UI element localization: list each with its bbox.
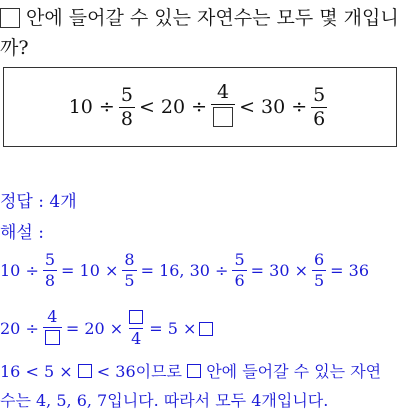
solution-line-2: 20 ÷ 4 = 20 × 4 = 5 ×	[0, 309, 213, 348]
fraction-5-8: $\frac{5}{8}$	[120, 83, 133, 130]
explanation-label: 해설 :	[0, 223, 44, 243]
solution-line-3: 16 < 5 × < 36이므로 안에 들어갈 수 있는 자연	[0, 362, 382, 381]
solution-line-4: 수는 4, 5, 6, 7입니다. 따라서 모두 4개입니다.	[0, 391, 329, 410]
blank-box	[213, 107, 233, 127]
blank-box	[199, 322, 213, 336]
fraction: 4	[43, 309, 62, 348]
fraction: 4	[127, 310, 145, 347]
question-line-1	[0, 6, 399, 30]
fraction: $\frac{6}{5}$	[313, 250, 325, 290]
blank-box	[0, 8, 20, 28]
answer: 정답 : 4개	[0, 192, 77, 212]
fraction-4-blank: 4	[211, 83, 235, 131]
blank-box	[129, 310, 143, 324]
blank-box	[45, 330, 60, 345]
solution-line-1: 10 ÷ $\frac{5}{8}$ = 10 × $\frac{8}{5}$ = 16, 30 ÷ $\frac{5}{6}$ = 30 × $\frac{6}{5}$ = 36	[0, 250, 370, 290]
inequality-box	[3, 67, 397, 147]
eq-term-2: < 20 ÷	[138, 96, 208, 118]
blank-box	[78, 364, 92, 378]
question-text-1: 안에 들어갈 수 있는 자연수는 모두 몇 개입니	[26, 7, 399, 29]
inequality	[4, 68, 396, 146]
blank-box	[187, 364, 201, 378]
eq-term-1: 10 ÷	[68, 96, 115, 118]
fraction: $\frac{8}{5}$	[124, 250, 135, 290]
fraction: $\frac{5}{6}$	[234, 250, 245, 290]
fraction-5-6: $\frac{5}{6}$	[313, 83, 326, 130]
fraction: $\frac{5}{8}$	[44, 250, 56, 290]
eq-term-3: < 30 ÷	[239, 96, 308, 118]
question-line-2: 까?	[0, 37, 29, 59]
